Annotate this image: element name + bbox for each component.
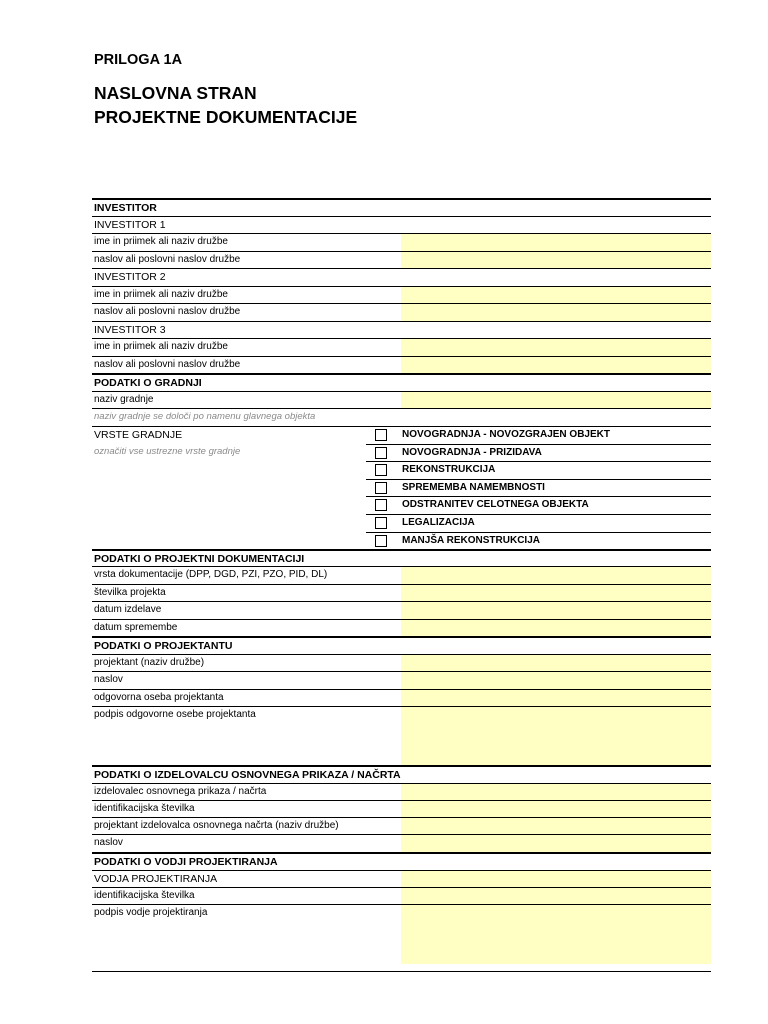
construction-type-label: LEGALIZACIJA — [402, 517, 475, 528]
section-dokumentacija-title: PODATKI O PROJEKTNI DOKUMENTACIJI — [94, 553, 305, 565]
investor-1-address-label: naslov ali poslovni naslov družbe — [94, 254, 241, 265]
lead-designer-field[interactable] — [401, 871, 711, 887]
designer-person-field[interactable] — [401, 690, 711, 706]
investor-3-name-row — [92, 338, 711, 356]
project-number-row — [92, 584, 711, 601]
construction-name-field[interactable] — [401, 392, 711, 408]
section-vodja-title: PODATKI O VODJI PROJEKTIRANJA — [94, 856, 278, 868]
lead-designer-label: VODJA PROJEKTIRANJA — [94, 873, 218, 885]
maker-address-field[interactable] — [401, 835, 711, 852]
creation-date-row — [92, 601, 711, 619]
maker-id-field[interactable] — [401, 801, 711, 817]
construction-type-checkbox[interactable] — [375, 429, 387, 441]
construction-type-divider — [366, 514, 711, 515]
designer-address-field[interactable] — [401, 672, 711, 689]
section-investitor — [92, 198, 711, 216]
construction-type-checkbox[interactable] — [375, 535, 387, 547]
investor-3-name-field[interactable] — [401, 339, 711, 356]
change-date-label: datum spremembe — [94, 622, 178, 633]
construction-type-divider — [366, 444, 711, 445]
construction-type-label: SPREMEMBA NAMEMBNOSTI — [402, 482, 545, 493]
maker-id-label: identifikacijska številka — [94, 803, 195, 814]
project-number-field[interactable] — [401, 585, 711, 601]
change-date-row — [92, 619, 711, 636]
section-vodja — [92, 852, 711, 870]
project-number-label: številka projekta — [94, 587, 166, 598]
construction-name-hint-row — [92, 408, 711, 426]
section-izdelovalec — [92, 765, 711, 783]
investor-2-name-label: ime in priimek ali naziv družbe — [94, 289, 228, 300]
investor-2-name-field[interactable] — [401, 287, 711, 303]
investor-3-heading — [92, 321, 711, 338]
construction-type-checkbox[interactable] — [375, 482, 387, 494]
construction-type-checkbox[interactable] — [375, 464, 387, 476]
lead-id-label: identifikacijska številka — [94, 890, 195, 901]
designer-company-field[interactable] — [401, 655, 711, 671]
investor-3-name-label: ime in priimek ali naziv družbe — [94, 341, 228, 352]
construction-name-row — [92, 391, 711, 408]
construction-type-checkbox[interactable] — [375, 447, 387, 459]
designer-company-row — [92, 654, 711, 671]
doc-type-row — [92, 566, 711, 584]
section-gradnja — [92, 373, 711, 391]
page-title-line-1: NASLOVNA STRAN — [94, 83, 257, 103]
designer-address-row — [92, 671, 711, 689]
lead-signature-label: podpis vodje projektiranja — [94, 907, 208, 918]
construction-type-label: MANJŠA REKONSTRUKCIJA — [402, 535, 540, 546]
investor-1-heading — [92, 216, 711, 233]
maker-address-label: naslov — [94, 837, 123, 848]
creation-date-label: datum izdelave — [94, 604, 162, 615]
change-date-field[interactable] — [401, 620, 711, 636]
investor-2-name-row — [92, 286, 711, 303]
construction-type-label: NOVOGRADNJA - NOVOZGRAJEN OBJEKT — [402, 429, 610, 440]
section-izdelovalec-title: PODATKI O IZDELOVALCU OSNOVNEGA PRIKAZA / NAČRTA — [94, 769, 401, 781]
construction-type-checkbox[interactable] — [375, 499, 387, 511]
investor-3-address-label: naslov ali poslovni naslov družbe — [94, 359, 241, 370]
construction-type-divider — [366, 496, 711, 497]
section-dokumentacija — [92, 549, 711, 566]
maker-id-row — [92, 800, 711, 817]
investor-2-address-row — [92, 303, 711, 321]
section-investitor-title: INVESTITOR — [94, 202, 157, 214]
lead-signature-field[interactable] — [401, 905, 711, 964]
construction-type-label: REKONSTRUKCIJA — [402, 464, 496, 475]
construction-types-hint: označiti vse ustrezne vrste gradnje — [94, 446, 241, 457]
investor-1-name-field[interactable] — [401, 234, 711, 251]
construction-type-label: ODSTRANITEV CELOTNEGA OBJEKTA — [402, 499, 589, 510]
investor-1-label: INVESTITOR 1 — [94, 219, 166, 231]
construction-name-hint: naziv gradnje se določi po namenu glavnega objekta — [94, 411, 316, 422]
investor-1-address-row — [92, 251, 711, 268]
maker-company-row — [92, 817, 711, 834]
designer-signature-field[interactable] — [401, 707, 711, 765]
construction-type-label: NOVOGRADNJA - PRIZIDAVA — [402, 447, 542, 458]
lead-signature-row — [92, 904, 711, 964]
maker-field[interactable] — [401, 784, 711, 800]
cover-page-form — [92, 198, 711, 964]
creation-date-field[interactable] — [401, 602, 711, 619]
designer-company-label: projektant (naziv družbe) — [94, 657, 205, 668]
form-bottom-rule — [92, 971, 711, 972]
investor-2-label: INVESTITOR 2 — [94, 271, 166, 283]
construction-types-label: VRSTE GRADNJE — [94, 429, 183, 441]
page-title — [94, 81, 357, 129]
investor-2-heading — [92, 268, 711, 286]
section-projektant-title: PODATKI O PROJEKTANTU — [94, 640, 233, 652]
investor-1-name-row — [92, 233, 711, 251]
maker-company-label: projektant izdelovalca osnovnega načrta (naziv družbe) — [94, 820, 339, 831]
construction-type-divider — [366, 479, 711, 480]
investor-1-name-label: ime in priimek ali naziv družbe — [94, 236, 228, 247]
maker-row — [92, 783, 711, 800]
investor-3-address-row — [92, 356, 711, 373]
section-gradnja-title: PODATKI O GRADNJI — [94, 377, 202, 389]
maker-address-row — [92, 834, 711, 852]
construction-type-checkbox[interactable] — [375, 517, 387, 529]
maker-company-field[interactable] — [401, 818, 711, 834]
construction-types-block — [92, 426, 711, 549]
investor-2-address-field[interactable] — [401, 304, 711, 321]
doc-type-field[interactable] — [401, 567, 711, 584]
lead-designer-row — [92, 870, 711, 887]
lead-id-field[interactable] — [401, 888, 711, 904]
lead-id-row — [92, 887, 711, 904]
designer-person-row — [92, 689, 711, 706]
investor-3-address-field[interactable] — [401, 357, 711, 373]
designer-signature-label: podpis odgovorne osebe projektanta — [94, 709, 256, 720]
construction-type-divider — [366, 532, 711, 533]
construction-name-label: naziv gradnje — [94, 394, 154, 405]
construction-type-divider — [366, 461, 711, 462]
doc-type-label: vrsta dokumentacije (DPP, DGD, PZI, PZO, PID, DL) — [94, 569, 328, 580]
investor-3-label: INVESTITOR 3 — [94, 324, 166, 336]
page-title-line-2: PROJEKTNE DOKUMENTACIJE — [94, 107, 358, 127]
maker-label: izdelovalec osnovnega prikaza / načrta — [94, 786, 267, 797]
investor-2-address-label: naslov ali poslovni naslov družbe — [94, 306, 241, 317]
investor-1-address-field[interactable] — [401, 252, 711, 268]
designer-person-label: odgovorna oseba projektanta — [94, 692, 224, 703]
annex-label: PRILOGA 1A — [94, 52, 183, 68]
designer-address-label: naslov — [94, 674, 123, 685]
section-projektant — [92, 636, 711, 654]
designer-signature-row — [92, 706, 711, 765]
